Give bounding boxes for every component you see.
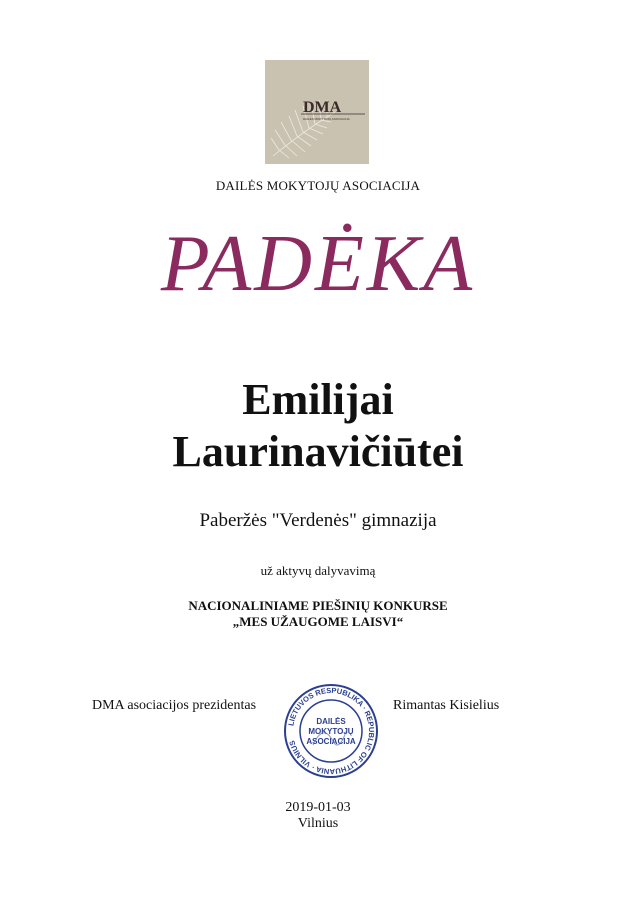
contest-line-2: „MES UŽAUGOME LAISVI“: [232, 614, 404, 629]
recipient-first-name: Emilijai: [242, 375, 394, 424]
school-name: Paberžės "Verdenės" gimnazija: [199, 510, 437, 531]
stamp-inner-line-1: DAILĖS: [316, 717, 346, 726]
logo-text: DMA: [303, 99, 342, 116]
recipient-last-name: Laurinavičiūtei: [172, 427, 464, 476]
recipient-name: [0, 374, 636, 478]
dma-logo: [265, 60, 369, 164]
official-stamp: [283, 683, 379, 779]
issue-date: 2019-01-03: [285, 800, 351, 815]
feather-logo-graphic: [265, 60, 369, 164]
contest-line-1: NACIONALINIAME PIEŠINIŲ KONKURSE: [188, 598, 448, 613]
stamp-inner-line-3: ASOCIACIJA: [306, 737, 356, 746]
issue-footer: [0, 800, 636, 832]
reason-text: už aktyvų dalyvavimą: [260, 563, 376, 578]
issue-place: Vilnius: [297, 816, 339, 831]
stamp-inner-line-2: MOKYTOJŲ: [308, 727, 354, 736]
stamp-ring-text: LIETUVOS RESPUBLIKA · REPUBLIC OF LITHUANIA · VILNIUS: [286, 685, 377, 777]
logo-subtext: DAILĖS MOKYTOJŲ ASOCIACIJA: [303, 117, 350, 121]
signatory-name: Rimantas Kisielius: [393, 698, 500, 713]
contest-name: [0, 598, 636, 630]
association-name: DAILĖS MOKYTOJŲ ASOCIACIJA: [215, 178, 421, 193]
certificate-title: PADĖKA: [160, 220, 476, 308]
signatory-role: DMA asociacijos prezidentas: [92, 698, 257, 713]
